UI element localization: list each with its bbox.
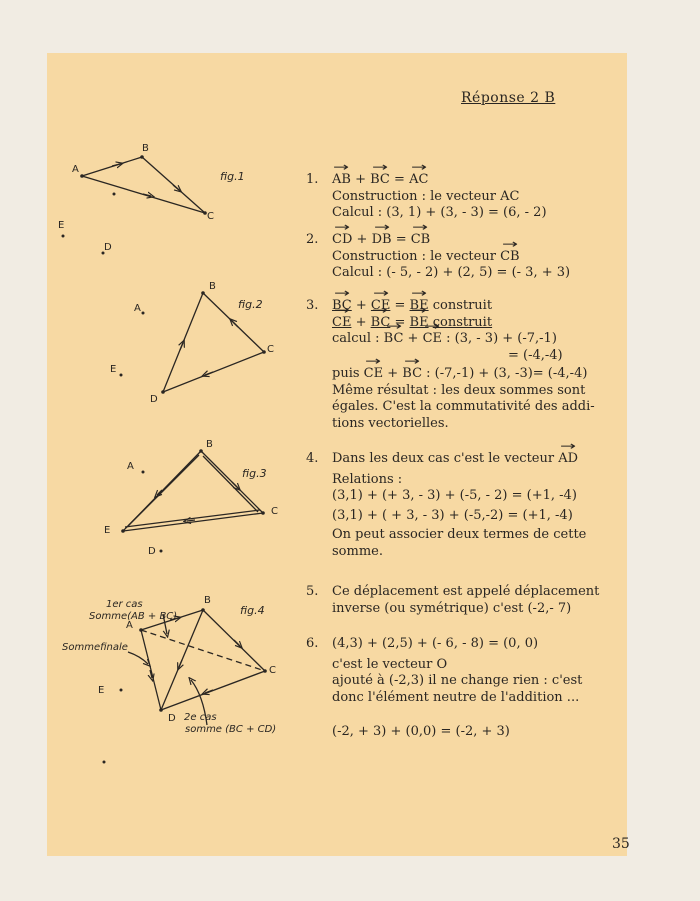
fig4-point-e: E [98,685,105,696]
answer-6-text-2: ajouté à (-2,3) il ne change rien : c'est [332,673,583,688]
fig4-point-c: C [269,665,276,676]
answer-6-text-3: donc l'élément neutre de l'addition ... [332,689,580,705]
figure-3 [123,451,263,531]
fig4-label: fig.4 [240,604,265,617]
fig1-point-b: B [142,143,149,154]
answer-4-intro [332,451,622,468]
fig4-point-b: B [204,595,211,606]
vec-db: → DB [372,232,392,249]
fig3-point-d: D [148,546,156,557]
vec-ab: → AB [332,172,351,189]
vec-bc: → BC [371,315,391,332]
answer-3-calcul-prefix: calcul : [332,331,380,346]
fig2-point-c: C [267,344,274,355]
vec-bc: → BC [370,172,390,189]
answer-3-puis-prefix: puis [332,366,360,381]
answer-3-line1: → BC + → CE = → BE construit [332,298,622,315]
fig4-point-d: D [168,713,176,724]
fig1-point-a: A [72,164,79,175]
answer-3-text-3: tions vectorielles. [332,415,449,431]
vec-bc: → BC [384,331,404,348]
fig2-point-a: A [134,303,141,314]
op-plus: + [355,172,366,187]
answer-4-relations: Relations : [332,471,403,487]
op-equals: = [395,232,407,247]
vec-ad: → AD [558,451,578,468]
answer-3-number: 3. [306,298,319,313]
answer-3-puis-values: : (-7,-1) + (3, -3)= (-4,-4) [426,366,588,381]
vec-bc: → BC [332,298,352,315]
answer-6-number: 6. [306,636,319,651]
answer-3-line2-tail: construit [432,314,493,330]
vec-cb-construction: → CB [500,249,520,266]
fig3-point-a: A [127,461,134,472]
fig4-annot-final: Sommefinale [62,642,128,653]
vec-ce: → CE [332,315,351,332]
answer-2-calcul: Calcul : (- 5, - 2) + (2, 5) = (- 3, + 3) [332,265,571,280]
answer-5-text-2: inverse (ou symétrique) c'est (-2,- 7) [332,600,572,616]
fig3-point-c: C [271,506,278,517]
answer-4-number: 4. [306,451,319,466]
vec-bc: → BC [402,366,422,383]
vec-be: → BE [410,298,429,315]
answer-1-number: 1. [306,172,319,187]
fig2-point-b: B [209,281,216,292]
answer-3-text-1: Même résultat : les deux sommes sont [332,382,586,398]
fig2-point-e: E [110,364,117,375]
answer-1-calcul: Calcul : (3, 1) + (3, - 3) = (6, - 2) [332,205,547,220]
fig1-point-d: D [104,242,112,253]
answer-2-construction-text: Construction : le vecteur [332,248,496,264]
fig1-label: fig.1 [220,170,245,183]
fig4-annot1-title: 1er cas [106,599,143,610]
answer-3-puis: puis → CE + → BC : (-7,-1) + (3, -3)= (-4,-4) [332,366,622,383]
fig1-point-e: E [58,220,65,231]
fig4-annot1-sum: Somme(AB + BC) [89,611,178,622]
fig1-point-c: C [207,211,214,222]
vec-ce: → CE [423,331,442,348]
fig2-point-d: D [150,394,158,405]
vec-cb: → CB [411,232,431,249]
answer-1-equation [332,172,622,189]
answer-1-construction: Construction : le vecteur AC [332,188,520,204]
answer-2-number: 2. [306,232,319,247]
fig4-annot2-sum: somme (BC + CD) [185,724,277,735]
fig4-point-a: A [126,620,133,631]
fig4-annot2-title: 2e cas [184,712,217,723]
vec-ce: → CE [364,366,383,383]
vec-ce: → CE [371,298,390,315]
figure-1 [82,157,205,213]
op-equals: = [394,172,405,187]
fig3-point-b: B [206,439,213,450]
page-header: Réponse 2 B [461,90,556,106]
answer-3-calcul-values: : (3, - 3) + (-7,-1) [446,331,557,346]
answer-6-final: (-2, + 3) + (0,0) = (-2, + 3) [332,724,510,739]
fig3-label: fig.3 [242,467,267,480]
op-plus: + [356,232,368,247]
answer-4-text-2: somme. [332,543,383,559]
answer-4-relation-2: (3,1) + ( + 3, - 3) + (-5,-2) = (+1, -4) [332,507,573,523]
answer-3-line2: → CE + → BC = → BE construit [332,315,622,332]
fig2-label: fig.2 [238,298,263,311]
answer-3-text-2: égales. C'est la commutativité des addi- [332,399,595,414]
vec-be: → BE [410,315,429,332]
answer-4-intro-text: Dans les deux cas c'est le vecteur [332,451,555,466]
answer-3-calcul: calcul : → BC + → CE : (3, - 3) + (-7,-1) [332,331,622,348]
answer-5-text-1: Ce déplacement est appelé déplacement [332,584,600,599]
answer-2-equation [332,232,622,249]
answer-6-equation: (4,3) + (2,5) + (- 6, - 8) = (0, 0) [332,636,539,651]
answer-4-text-1: On peut associer deux termes de cette [332,527,587,542]
answer-3-line1-tail: construit [432,298,493,313]
page-number: 35 [612,836,630,852]
figure-4 [128,610,265,725]
answer-5-number: 5. [306,584,319,599]
answer-6-text-1: c'est le vecteur O [332,656,448,672]
vec-ac: → AC [409,172,428,189]
answer-4-relation-1: (3,1) + (+ 3, - 3) + (-5, - 2) = (+1, -4) [332,488,577,503]
answer-3-calcul-result: = (-4,-4) [508,347,563,363]
vec-cd: → CD [332,232,352,249]
fig3-point-e: E [104,525,111,536]
answer-2-construction [332,249,622,266]
